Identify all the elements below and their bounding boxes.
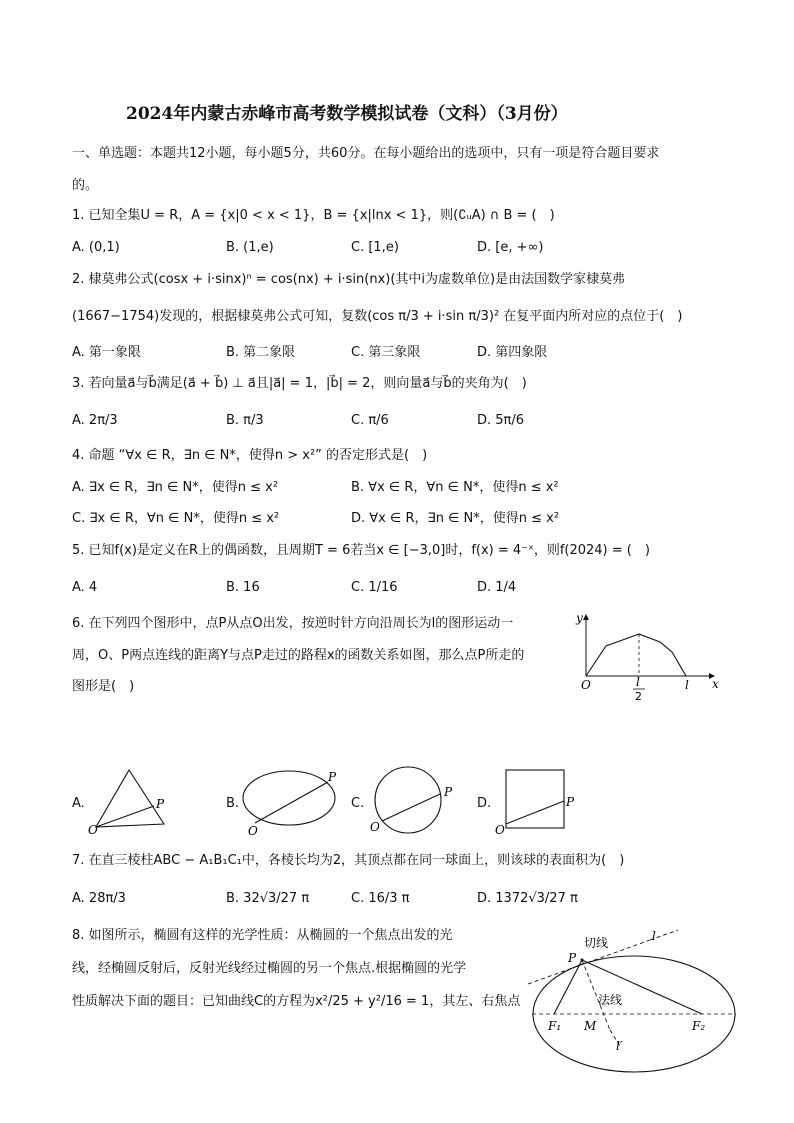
q7-stem: 7. 在直三棱柱ABC − A₁B₁C₁中，各棱长均为2，其顶点都在同一球面上，则该球的表面积为( ) xyxy=(72,853,625,868)
q4-option-d: D. ∀x ∈ R，∃n ∈ N*，使得n ≤ x² xyxy=(351,511,560,526)
q8-label-l-prime: l′ xyxy=(616,1039,623,1053)
q1-option-c: C. [1,e) xyxy=(351,240,399,255)
q3-stem: 3. 若向量a⃗与b⃗满足(a⃗ + b⃗) ⊥ a⃗且|a⃗| = 1，|b⃗| = 2，则向量a⃗与b⃗的夹角为( ) xyxy=(72,376,527,391)
q8-label-tangent: 切线 xyxy=(584,936,609,950)
q6-c-point-p: P xyxy=(444,785,453,799)
q6-figure-circle xyxy=(364,764,460,836)
q6-line1: 6. 在下列四个图形中，点P从点O出发，按逆时针方向沿周长为l的图形运动一 xyxy=(72,616,514,631)
q8-line1: 8. 如图所示，椭圆有这样的光学性质：从椭圆的一个焦点出发的光 xyxy=(72,928,453,943)
q4-option-c: C. ∃x ∈ R，∀n ∈ N*，使得n ≤ x² xyxy=(72,511,280,526)
q4-stem: 4. 命题 “∀x ∈ R，∃n ∈ N*，使得n > x²” 的否定形式是( ) xyxy=(72,448,428,463)
q3-option-a: A. 2π/3 xyxy=(72,413,118,428)
q2-option-c: C. 第三象限 xyxy=(351,345,421,360)
q2-line1: 2. 棣莫弗公式(cosx + i·sinx)ⁿ = cos(nx) + i·sin(nx)(其中i为虚数单位)是由法国数学家棣莫弗 xyxy=(72,272,626,287)
q6-d-point-o: O xyxy=(495,823,505,837)
q6-b-point-o: O xyxy=(248,824,258,838)
q5-option-b: B. 16 xyxy=(226,580,260,595)
q1-option-a: A. (0,1) xyxy=(72,240,120,255)
q6-line3: 图形是( ) xyxy=(72,679,135,694)
q6-c-point-o: O xyxy=(370,820,380,834)
q8-label-normal: 法线 xyxy=(598,993,623,1007)
q7-option-b: B. 32√3/27 π xyxy=(226,891,310,906)
q3-option-d: D. 5π/6 xyxy=(477,413,525,428)
q1-option-d: D. [e, +∞) xyxy=(477,240,544,255)
q6-a-point-p: P xyxy=(156,797,165,811)
q6-line2: 周，O、P两点连线的距离Y与点P走过的路程x的函数关系如图，那么点P所走的 xyxy=(72,648,525,663)
q6-graph-x-label: x xyxy=(712,677,719,691)
q6-figure-square xyxy=(490,764,580,836)
q8-ellipse-figure xyxy=(522,922,748,1074)
q6-option-a-letter: A. xyxy=(72,796,85,811)
q6-graph-half-top: l xyxy=(636,675,640,689)
q8-line2: 线，经椭圆反射后，反射光线经过椭圆的另一个焦点.根据椭圆的光学 xyxy=(72,961,467,976)
q3-option-b: B. π/3 xyxy=(226,413,264,428)
q2-line2: (1667−1754)发现的，根据棣莫弗公式可知，复数(cos π/3 + i·sin π/3)² 在复平面内所对应的点位于( ) xyxy=(72,309,683,324)
q7-option-c: C. 16/3 π xyxy=(351,891,410,906)
q5-option-a: A. 4 xyxy=(72,580,98,595)
q2-option-d: D. 第四象限 xyxy=(477,345,548,360)
q4-option-b: B. ∀x ∈ R，∀n ∈ N*，使得n ≤ x² xyxy=(351,480,559,495)
q8-label-l: l xyxy=(652,929,656,943)
q2-option-b: B. 第二象限 xyxy=(226,345,296,360)
q6-figure-triangle xyxy=(86,764,172,836)
q6-graph-origin: O xyxy=(581,678,591,692)
q8-label-m: M xyxy=(584,1019,597,1033)
q6-graph-y-label: y xyxy=(576,611,583,625)
q6-option-b-letter: B. xyxy=(226,796,240,811)
q6-a-point-o: O xyxy=(88,823,98,837)
q8-label-p: P xyxy=(568,951,577,965)
q8-line3: 性质解决下面的题目：已知曲线C的方程为x²/25 + y²/16 = 1，其左、右焦点 xyxy=(72,994,521,1009)
q6-graph-half-bottom: 2 xyxy=(635,690,642,703)
q5-option-d: D. 1/4 xyxy=(477,580,517,595)
q6-figure-ellipse xyxy=(240,768,344,836)
q1-stem: 1. 已知全集U = R，A = {x|0 < x < 1}，B = {x|lnx < 1}，则(∁ᵤA) ∩ B = ( ) xyxy=(72,208,555,223)
q3-option-c: C. π/6 xyxy=(351,413,389,428)
q6-function-graph xyxy=(572,611,727,703)
q4-option-a: A. ∃x ∈ R，∃n ∈ N*，使得n ≤ x² xyxy=(72,480,279,495)
q6-option-c-letter: C. xyxy=(351,796,365,811)
q6-graph-end-label: l xyxy=(685,678,689,692)
q5-stem: 5. 已知f(x)是定义在R上的偶函数，且周期T = 6若当x ∈ [−3,0]时，f(x) = 4⁻ˣ，则f(2024) = ( ) xyxy=(72,543,650,558)
q8-label-f1: F₁ xyxy=(548,1019,562,1033)
q7-option-a: A. 28π/3 xyxy=(72,891,126,906)
q8-label-f2: F₂ xyxy=(692,1019,706,1033)
q5-option-c: C. 1/16 xyxy=(351,580,398,595)
page-title: 2024年内蒙古赤峰市高考数学模拟试卷（文科）（3月份） xyxy=(126,104,568,124)
q6-b-point-p: P xyxy=(328,770,337,784)
q6-d-point-p: P xyxy=(566,795,575,809)
q2-option-a: A. 第一象限 xyxy=(72,345,141,360)
q1-option-b: B. (1,e) xyxy=(226,240,274,255)
section-heading-line1: 一、单选题：本题共12小题，每小题5分，共60分。在每小题给出的选项中，只有一项是符合题目要求 xyxy=(72,146,660,161)
section-heading-line2: 的。 xyxy=(72,178,99,193)
q7-option-d: D. 1372√3/27 π xyxy=(477,891,578,906)
q6-option-d-letter: D. xyxy=(477,796,492,811)
